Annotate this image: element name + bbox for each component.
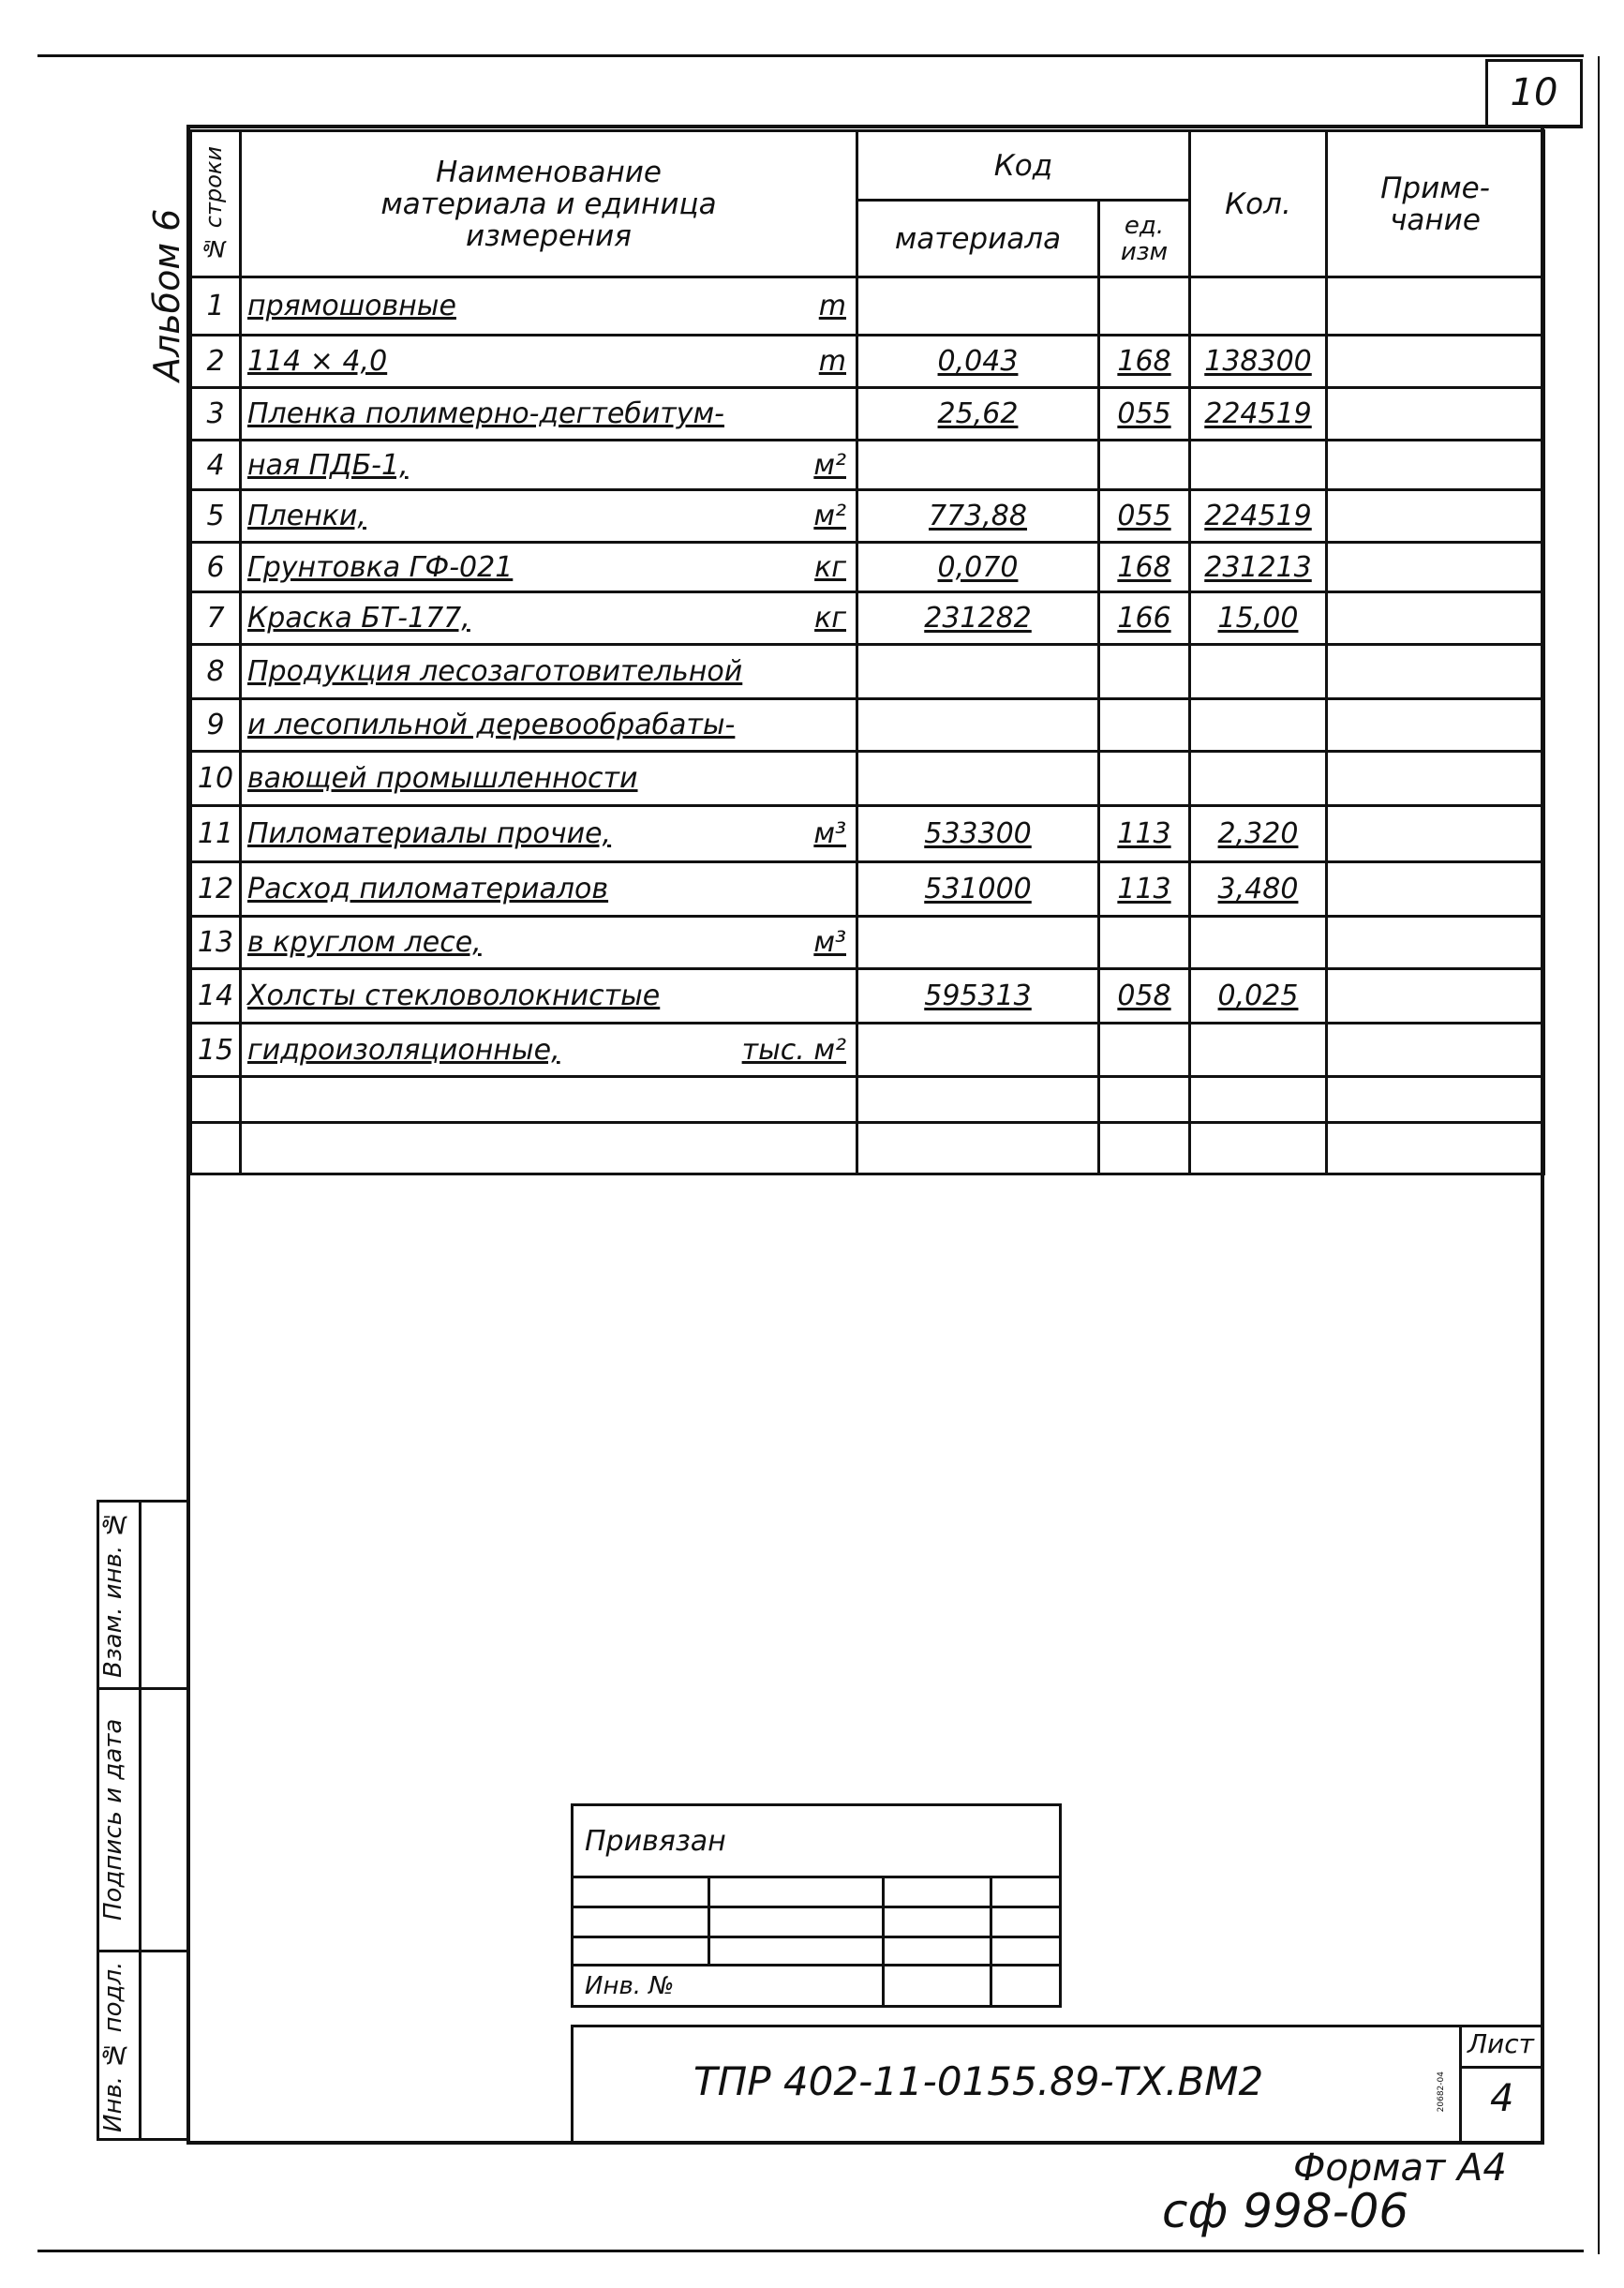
material-name-cell bbox=[241, 806, 857, 862]
row-number: 11 bbox=[191, 806, 241, 862]
table-row bbox=[191, 1123, 1544, 1174]
material-name-cell bbox=[241, 441, 857, 490]
list-box-sep bbox=[1459, 2066, 1542, 2069]
material-name: Краска БТ-177, bbox=[247, 602, 470, 635]
note-cell bbox=[1327, 1077, 1544, 1123]
material-code bbox=[857, 752, 1099, 806]
material-name: вающей промышленности bbox=[247, 762, 638, 795]
note-cell bbox=[1327, 645, 1544, 699]
row-number: 9 bbox=[191, 699, 241, 752]
stamp-privyazan: Привязан bbox=[573, 1805, 1061, 1877]
unit-code bbox=[1099, 752, 1190, 806]
material-name-cell bbox=[241, 543, 857, 592]
quantity: 0,025 bbox=[1190, 969, 1327, 1024]
table-row bbox=[191, 806, 1544, 862]
row-number: 8 bbox=[191, 645, 241, 699]
note-cell bbox=[1327, 699, 1544, 752]
note-cell bbox=[1327, 441, 1544, 490]
page-right-edge bbox=[1598, 56, 1600, 2254]
binding-sep-2 bbox=[97, 1950, 186, 1952]
quantity: 3,480 bbox=[1190, 862, 1327, 917]
unit-code bbox=[1099, 441, 1190, 490]
label-podpis-data: Подпись и дата bbox=[99, 1718, 127, 1921]
note-cell bbox=[1327, 1123, 1544, 1174]
stamp-inv: Инв. № bbox=[573, 1966, 884, 2007]
unit-code: 055 bbox=[1099, 388, 1190, 441]
table-row bbox=[191, 1077, 1544, 1123]
label-inv-podl: Инв. № подл. bbox=[99, 1961, 127, 2132]
table-row bbox=[191, 862, 1544, 917]
table-row bbox=[191, 917, 1544, 969]
note-cell bbox=[1327, 862, 1544, 917]
material-name: прямошовные bbox=[247, 290, 456, 322]
material-name: Пиломатериалы прочие, bbox=[247, 817, 612, 850]
table-row bbox=[191, 1024, 1544, 1077]
note-cell bbox=[1327, 277, 1544, 336]
table-row bbox=[191, 388, 1544, 441]
materials-table bbox=[189, 129, 1545, 1175]
bottom-rule bbox=[37, 2250, 1584, 2252]
material-name: ная ПДБ-1, bbox=[247, 448, 409, 482]
list-number: 4 bbox=[1490, 2077, 1514, 2120]
bottom-code: сф 998-06 bbox=[1162, 2184, 1409, 2238]
unit-code: 055 bbox=[1099, 490, 1190, 543]
material-name-cell bbox=[241, 1077, 857, 1123]
quantity: 2,320 bbox=[1190, 806, 1327, 862]
table-row bbox=[191, 752, 1544, 806]
material-name-cell bbox=[241, 592, 857, 645]
table-row bbox=[191, 336, 1544, 388]
label-vzam-inv: Взам. инв. № bbox=[99, 1509, 127, 1678]
table-row bbox=[191, 645, 1544, 699]
quantity: 138300 bbox=[1190, 336, 1327, 388]
header-note: Приме- чание bbox=[1327, 131, 1544, 277]
table-row bbox=[191, 490, 1544, 543]
material-unit: m bbox=[818, 345, 846, 378]
material-name: и лесопильной деревообрабаты- bbox=[247, 709, 736, 741]
material-code bbox=[857, 277, 1099, 336]
material-name-cell bbox=[241, 645, 857, 699]
material-name: Пленка полимерно-дегтебитум- bbox=[247, 397, 724, 430]
quantity bbox=[1190, 752, 1327, 806]
row-number: 2 bbox=[191, 336, 241, 388]
material-name: гидроизоляционные, bbox=[247, 1033, 560, 1067]
unit-code bbox=[1099, 1077, 1190, 1123]
header-name: Наименование материала и единица измерения bbox=[241, 131, 857, 277]
note-cell bbox=[1327, 752, 1544, 806]
note-cell bbox=[1327, 592, 1544, 645]
material-unit: м³ bbox=[813, 926, 846, 959]
material-unit: кг bbox=[814, 550, 846, 584]
quantity bbox=[1190, 1123, 1327, 1174]
quantity bbox=[1190, 645, 1327, 699]
material-name-cell bbox=[241, 1123, 857, 1174]
material-code: 531000 bbox=[857, 862, 1099, 917]
note-cell bbox=[1327, 917, 1544, 969]
material-code bbox=[857, 1123, 1099, 1174]
header-row-no: № строки bbox=[191, 131, 241, 277]
material-unit: м³ bbox=[813, 817, 846, 850]
header-code-material: материала bbox=[857, 201, 1099, 277]
table-row bbox=[191, 592, 1544, 645]
quantity: 224519 bbox=[1190, 490, 1327, 543]
material-name-cell bbox=[241, 490, 857, 543]
unit-code: 058 bbox=[1099, 969, 1190, 1024]
material-name: Пленки, bbox=[247, 500, 366, 532]
material-name-cell bbox=[241, 752, 857, 806]
material-code: 25,62 bbox=[857, 388, 1099, 441]
unit-code bbox=[1099, 1024, 1190, 1077]
material-code: 773,88 bbox=[857, 490, 1099, 543]
unit-code: 168 bbox=[1099, 336, 1190, 388]
row-number: 1 bbox=[191, 277, 241, 336]
unit-code: 113 bbox=[1099, 862, 1190, 917]
document-code: ТПР 402-11-0155.89-ТХ.ВМ2 bbox=[693, 2058, 1264, 2104]
row-number: 6 bbox=[191, 543, 241, 592]
material-name-cell bbox=[241, 969, 857, 1024]
tiny-code: 20682-04 bbox=[1437, 2071, 1446, 2113]
material-name-cell bbox=[241, 917, 857, 969]
note-cell bbox=[1327, 969, 1544, 1024]
material-unit: м² bbox=[813, 448, 846, 482]
note-cell bbox=[1327, 1024, 1544, 1077]
sheet-number-box bbox=[1485, 59, 1583, 125]
quantity: 224519 bbox=[1190, 388, 1327, 441]
material-code bbox=[857, 917, 1099, 969]
row-number bbox=[191, 1077, 241, 1123]
row-number: 3 bbox=[191, 388, 241, 441]
material-code: 231282 bbox=[857, 592, 1099, 645]
row-number: 14 bbox=[191, 969, 241, 1024]
material-name: Холсты стекловолокнистые bbox=[247, 980, 661, 1012]
row-number: 15 bbox=[191, 1024, 241, 1077]
unit-code: 168 bbox=[1099, 543, 1190, 592]
table-row bbox=[191, 277, 1544, 336]
note-cell bbox=[1327, 543, 1544, 592]
unit-code bbox=[1099, 1123, 1190, 1174]
top-rule bbox=[37, 54, 1584, 57]
material-name: Продукция лесозаготовительной bbox=[247, 655, 743, 688]
album-label: Альбом 6 bbox=[146, 208, 187, 382]
unit-code: 113 bbox=[1099, 806, 1190, 862]
material-name: 114 × 4,0 bbox=[247, 345, 388, 378]
material-unit: м² bbox=[813, 500, 846, 532]
header-qty: Кол. bbox=[1190, 131, 1327, 277]
note-cell bbox=[1327, 336, 1544, 388]
note-cell bbox=[1327, 806, 1544, 862]
list-box-divider bbox=[1459, 2025, 1462, 2145]
table-row bbox=[191, 441, 1544, 490]
material-code bbox=[857, 1024, 1099, 1077]
material-unit: кг bbox=[814, 602, 846, 635]
row-number: 5 bbox=[191, 490, 241, 543]
quantity bbox=[1190, 441, 1327, 490]
material-name: Грунтовка ГФ-021 bbox=[247, 550, 514, 584]
row-number: 7 bbox=[191, 592, 241, 645]
row-number: 12 bbox=[191, 862, 241, 917]
material-code: 0,043 bbox=[857, 336, 1099, 388]
quantity bbox=[1190, 699, 1327, 752]
format-label: Формат А4 bbox=[1293, 2146, 1507, 2190]
unit-code bbox=[1099, 645, 1190, 699]
table-row bbox=[191, 699, 1544, 752]
material-name-cell bbox=[241, 277, 857, 336]
unit-code: 166 bbox=[1099, 592, 1190, 645]
material-name-cell bbox=[241, 336, 857, 388]
material-code bbox=[857, 1077, 1099, 1123]
sheet-number: 10 bbox=[1510, 71, 1558, 114]
material-code: 595313 bbox=[857, 969, 1099, 1024]
quantity: 15,00 bbox=[1190, 592, 1327, 645]
quantity: 231213 bbox=[1190, 543, 1327, 592]
material-code bbox=[857, 645, 1099, 699]
material-code: 0,070 bbox=[857, 543, 1099, 592]
material-code bbox=[857, 441, 1099, 490]
note-cell bbox=[1327, 388, 1544, 441]
header-code: Код bbox=[857, 131, 1190, 201]
unit-code bbox=[1099, 277, 1190, 336]
quantity bbox=[1190, 277, 1327, 336]
quantity bbox=[1190, 917, 1327, 969]
table-row bbox=[191, 969, 1544, 1024]
material-unit: тыс. м² bbox=[741, 1033, 846, 1067]
row-number: 10 bbox=[191, 752, 241, 806]
binding-stamp bbox=[571, 1803, 1062, 2008]
frame-top bbox=[186, 125, 1583, 128]
material-code bbox=[857, 699, 1099, 752]
binding-sep-1 bbox=[97, 1687, 186, 1690]
row-number: 13 bbox=[191, 917, 241, 969]
material-name: Расход пиломатериалов bbox=[247, 873, 609, 905]
table-row bbox=[191, 543, 1544, 592]
material-name-cell bbox=[241, 862, 857, 917]
quantity bbox=[1190, 1024, 1327, 1077]
material-unit: m bbox=[818, 290, 846, 322]
material-name-cell bbox=[241, 1024, 857, 1077]
note-cell bbox=[1327, 490, 1544, 543]
material-name-cell bbox=[241, 699, 857, 752]
material-name-cell bbox=[241, 388, 857, 441]
binding-strip-divider bbox=[139, 1500, 142, 2141]
header-code-unit: ед. изм bbox=[1099, 201, 1190, 277]
material-code: 533300 bbox=[857, 806, 1099, 862]
quantity bbox=[1190, 1077, 1327, 1123]
list-label: Лист bbox=[1468, 2028, 1534, 2059]
unit-code bbox=[1099, 917, 1190, 969]
row-number: 4 bbox=[191, 441, 241, 490]
unit-code bbox=[1099, 699, 1190, 752]
row-number bbox=[191, 1123, 241, 1174]
material-name: в круглом лесе, bbox=[247, 926, 482, 959]
